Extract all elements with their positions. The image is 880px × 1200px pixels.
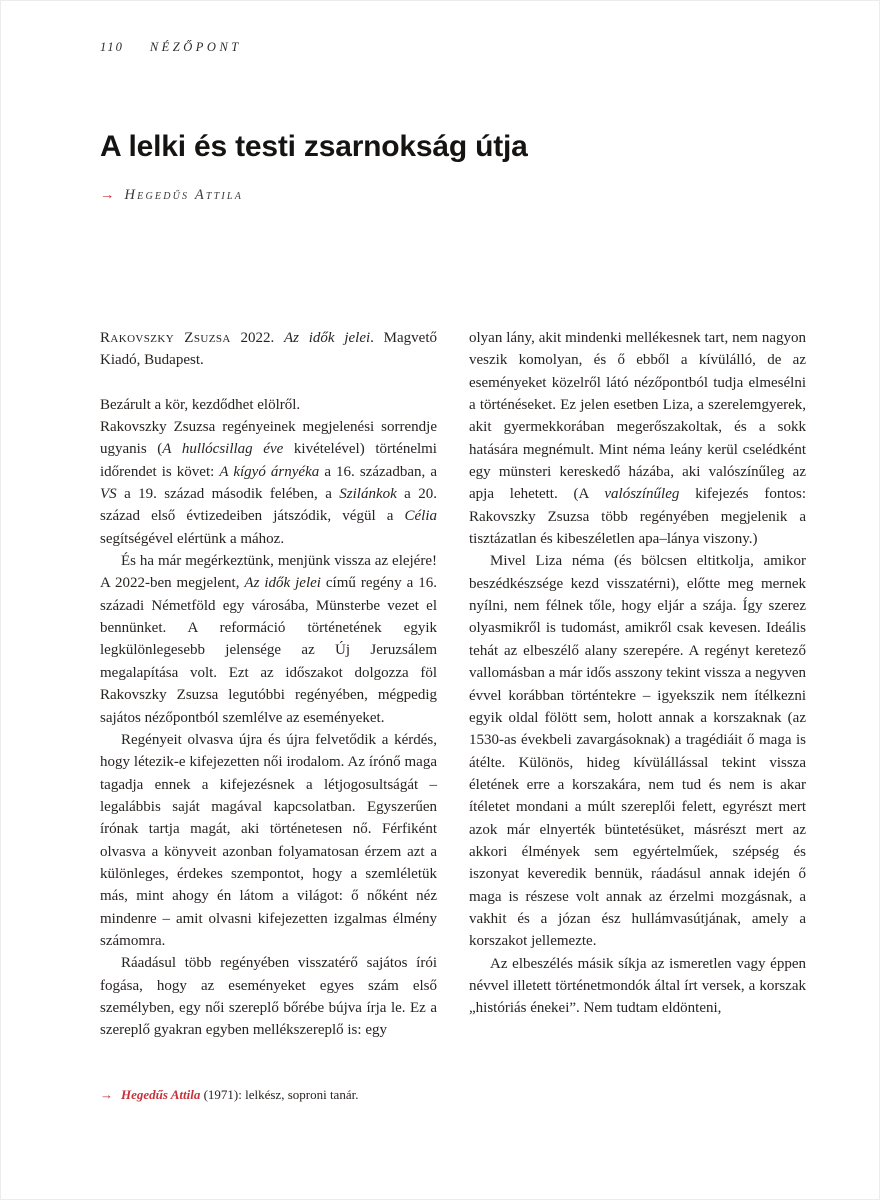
text-run: Rakovszky Zsuzsa regényeinek megjelenési sorrendje ugyanis ( [100,419,437,458]
arrow-icon: → [100,1087,113,1102]
column-right [469,327,806,1042]
footnote-body [121,1087,358,1103]
running-header [100,40,242,55]
paragraph [469,550,806,952]
text-run: kifejezés fontos: Rakovszky Zsuzsa több regényében megjelenik a tisztázatlan és kibeszéletlen apa–lánya viszony.) [469,486,806,548]
footnote-text: (1971): lelkész, soproni tanár. [200,1087,359,1102]
paragraph [100,327,437,372]
paragraph [100,550,437,729]
text-run: című regény a 16. századi Németföld egy városába, Münsterbe vezet el bennünket. A reformáció történetének egyik legkülönlegesebb jelensége az Új Jeruzsálem megalapítása volt. Ezt az időszakot dolgozza föl Rakovszky Zsuzsa legutóbbi regényében, mégpedig sajátos nézőpontból szemlélve az eseményeket. [100,575,437,726]
text-run: kivételével) történelmi időrendet is követ: [100,441,437,480]
text-run: A kígyó árnyéka [219,463,320,480]
text-run: a 19. század második felében, a [116,486,340,503]
author-line [100,187,243,204]
text-run: Az idők jelei [283,330,371,346]
page-number: 110 [100,40,124,54]
author-name: Hegedűs Attila [124,187,243,203]
paragraph [100,394,437,416]
text-run: 2022. [230,330,284,346]
text-run: A hullócsillag éve [162,441,284,458]
text-run: Bezárult a kör, kezdődhet elölről. [100,396,301,413]
text-run: olyan lány, akit mindenki mellékesnek tart, nem nagyon veszik komolyan, és ő ebből a kívülálló, de az eseményeket közelről látó nézőpontból tudja elmesélni a történéseket. Ez jelen esetben Liza, a szerelemgyerek, akit gyermekkorában megerőszakoltak, és a sokk hatására megnémult. Mint néma leány kerül cselédként egy münsteri kereskedő házába, aki valószínűleg az apja lehetett. (A [469,330,806,503]
text-run: VS [100,486,117,503]
column-left [100,327,437,1042]
text-run: Az elbeszélés másik síkja az ismeretlen vagy éppen névvel illetett történetmondók által írt versek, a korszak „históriás énekei”. Nem tudtam eldönteni, [469,955,806,1017]
article-body [100,327,806,1042]
paragraph [100,416,437,550]
text-run: Regényeit olvasva újra és újra felvetődik a kérdés, hogy létezik-e kifejezetten női irodalom. Az írónő maga tagadja ennek a kifejezésnek a létjogosultságát – legalábbis saját magával kapcsolatban. Egyszerűen írónak tartja magát, aki történetesen nő. Férfiként olvasva a könyveit azonban folyamatosan érzem azt a különleges, érdekes szempontot, hogy a szemléletük más, mint ahogy én látom a világot: ő nőként néz mindenre – amit olvasni kifejezetten izgalmas élmény számomra. [100,731,437,949]
text-run: Az idők jelei [244,575,321,592]
article-title: A lelki és testi zsarnokság útja [100,130,528,163]
text-run: . Magvető Kiadó, Budapest. [100,330,437,369]
text-run: a 20. század első évtizedeiben játszódik, végül a [100,486,437,525]
text-run: Szilánkok [339,486,397,503]
text-run: a 16. században, a [319,463,437,480]
paragraph [469,953,806,1020]
text-run: És ha már megérkeztünk, menjünk vissza az elejére! A 2022-ben megjelent, [100,553,437,592]
text-run: Rakovszky Zsuzsa [100,330,231,346]
text-run: Ráadásul több regényében visszatérő sajátos írói fogása, hogy az eseményeket egyes szám első személyben, egy női szereplő bőrébe bújva írja le. Ez a szereplő gyakran egyben mellékszereplő is: egy [100,955,437,1039]
text-run: Célia [404,508,437,525]
footnote-author-name: Hegedűs Attila [121,1087,201,1102]
paragraph [469,327,806,550]
section-title: NÉZŐPONT [149,40,242,54]
text-run: Mivel Liza néma (és bölcsen eltitkolja, amikor beszédkészsége kezd visszatérni), előtte meg mernek nyílni, nem félnek tőle, hogy eljár a szája. Így szerez olyasmikről is tudomást, amikről csak kevesen. Ideális tehát az elbeszélő alany szerepére. A regényt keretező vallomásban a már idős asszony tekint vissza a negyven évvel korábban történtekre – igyekszik nem ítélkezni egyik oldal fölött sem, holott annak a korszaknak (az 1530-as évekbeli zavargásoknak) a tragédiáit ő maga is átélte. Különös, hideg kívülállással tekint vissza életének erre a korszakára, nem tud és nem is akar ítéletet mondani a múlt szereplői felett, egyrészt mert azok már elnyerték büntetésüket, másrészt mert az akkori élmények sem egyértelműek, szépség és iszonyat keveredik bennük, ráadásul annak idején ő maga is részese volt annak az érzelmi mozgásnak, a vakhit és a józan ész hullámvasútjának, amely a korszakot jellemezte. [469,553,806,950]
text-run: valószínűleg [604,486,680,503]
arrow-icon: → [100,187,115,203]
paragraph [100,952,437,1041]
footnote [100,1087,358,1103]
text-run: segítségével elértünk a mához. [100,530,285,547]
paragraph [100,729,437,952]
